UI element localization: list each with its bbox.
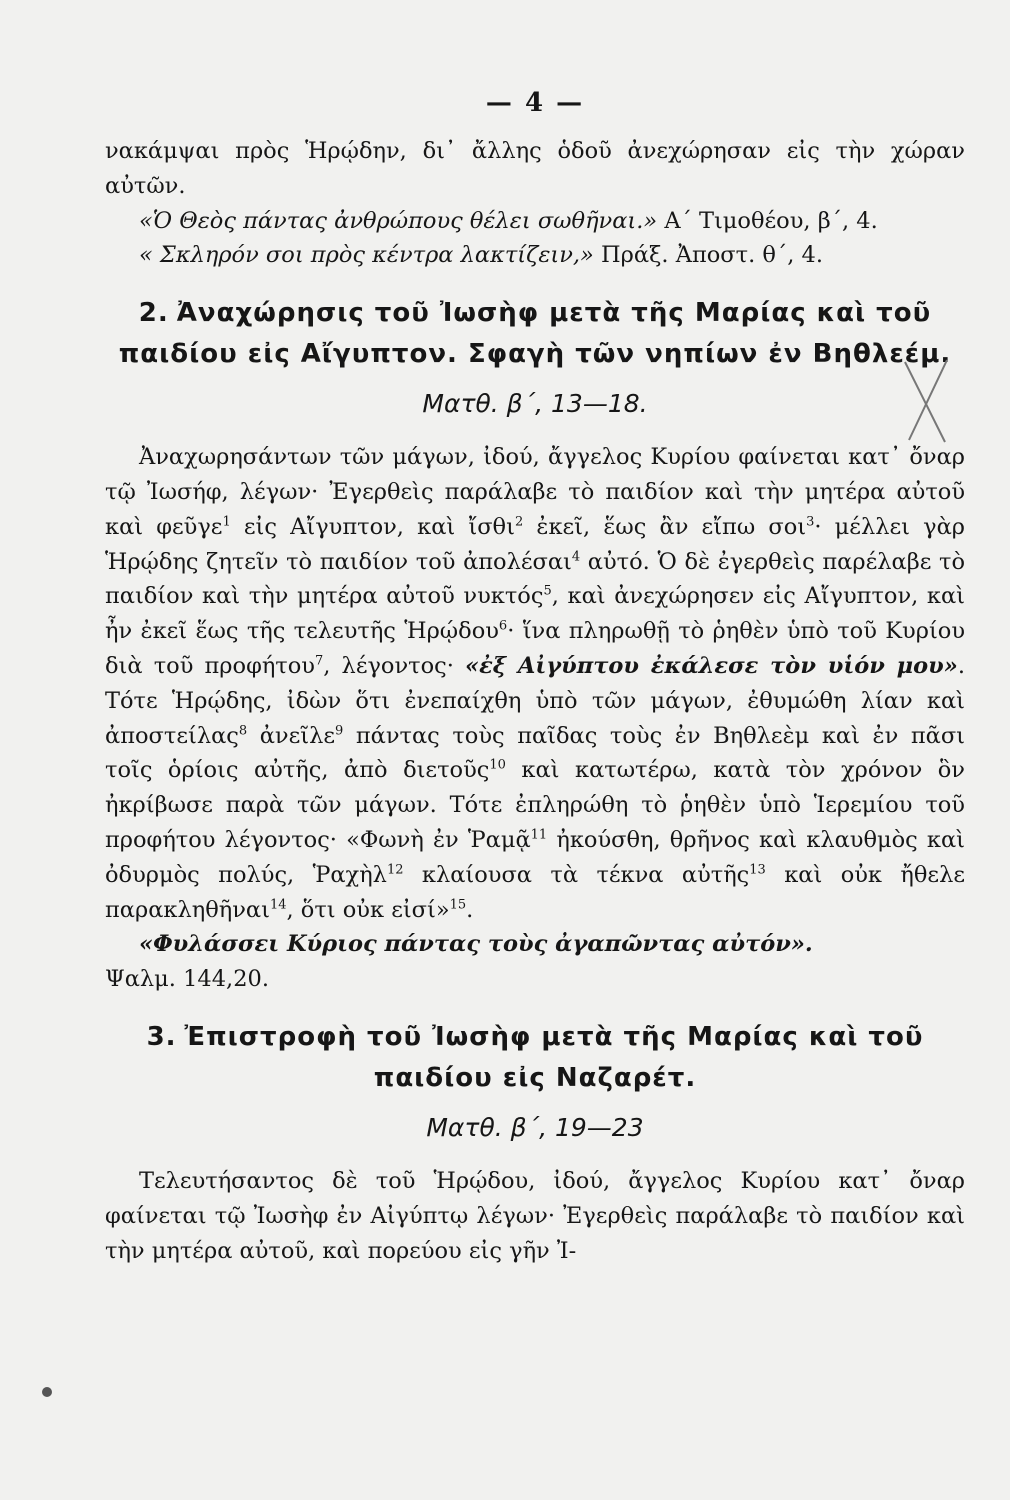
intro-quote-acts: [105, 238, 965, 273]
section-3-body: Τελευτήσαντος δὲ τοῦ Ἡρῴδου, ἰδού, ἄγγελος Κυρίου κατ᾽ ὄναρ φαίνεται τῷ Ἰωσὴφ ἐν Αἰγύπτῳ λέγων· Ἐγερθεὶς παράλαβε τὸ παιδίον καὶ τὴν μητέρα αὐτοῦ, καὶ πορεύου εἰς γῆν Ἰ-: [105, 1167, 965, 1264]
section-2-title: Ἀναχώρησις τοῦ Ἰωσὴφ μετὰ τῆς Μαρίας καὶ τοῦ παιδίου εἰς Αἴγυπτον. Σφαγὴ τῶν νηπίων ἐν Βηθλεέμ.: [118, 298, 952, 370]
margin-dot-mark: [42, 1387, 52, 1397]
section-2-number: 2.: [138, 298, 169, 329]
psalm-quote-line: [105, 927, 965, 962]
page-number: — 4 —: [485, 88, 585, 118]
psalm-reference: Ψαλμ. 144,20.: [105, 966, 269, 993]
psalm-quote: «Φυλάσσει Κύριος πάντας τοὺς ἀγαπῶντας αὐτόν».: [139, 931, 813, 958]
book-page: [105, 88, 965, 1268]
section-3-reference: Ματθ. β΄, 19—23: [426, 1112, 644, 1142]
quote-timothy-ref: Α΄ Τιμοθέου, β΄, 4.: [657, 207, 878, 234]
quote-timothy-text: «Ὁ Θεὸς πάντας ἀνθρώπους θέλει σωθῆναι.»: [139, 207, 658, 234]
section-3-title: Ἐπιστροφὴ τοῦ Ἰωσὴφ μετὰ τῆς Μαρίας καὶ τοῦ παιδίου εἰς Ναζαρέτ.: [184, 1021, 924, 1093]
quote-acts-text: « Σκληρόν σοι πρὸς κέντρα λακτίζειν,»: [139, 242, 594, 269]
section-2-body: Ἀναχωρησάντων τῶν μάγων, ἰδού, ἄγγελος Κυρίου φαίνεται κατ᾽ ὄναρ τῷ Ἰωσήφ, λέγων· Ἐγερθεὶς παράλαβε τὸ παιδίον καὶ τὴν μητέρα αὐτοῦ καὶ φεῦγε$^1$ εἰς Αἴγυπτον, καὶ ἴσθι$^2$ ἐκεῖ, ἕως ἂν εἴπω σοι$^3$· μέλλει γὰρ Ἡρῴδης ζητεῖν τὸ παιδίον τοῦ ἀπολέσαι$^4$ αὐτό. Ὁ δὲ ἐγερθεὶς παρέλαβε τὸ παιδίον καὶ τὴν μητέρα αὐτοῦ νυκτός$^5$, καὶ ἀνεχώρησεν εἰς Αἴγυπτον, καὶ ἦν ἐκεῖ ἕως τῆς τελευτῆς Ἡρῴδου$^6$· ἵνα πληρωθῇ τὸ ῥηθὲν ὑπὸ τοῦ Κυρίου διὰ τοῦ προφήτου$^7$, λέγοντος· «ἐξ Αἰγύπτου ἐκάλεσε τὸν υἱόν μου». Τότε Ἡρῴδης, ἰδὼν ὅτι ἐνεπαίχθη ὑπὸ τῶν μάγων, ἐθυμώθη λίαν καὶ ἀποστείλας$^8$ ἀνεῖλε$^9$ πάντας τοὺς παῖδας τοὺς ἐν Βηθλεὲμ καὶ ἐν πᾶσι τοῖς ὁρίοις αὐτῆς, ἀπὸ διετοῦς$^{10}$ καὶ κατωτέρω, κατὰ τὸν χρόνον ὃν ἠκρίβωσε παρὰ τῶν μάγων. Τότε ἐπληρώθη τὸ ῥηθὲν ὑπὸ Ἱερεμίου τοῦ προφήτου λέγοντος· «Φωνὴ ἐν Ῥαμᾷ$^{11}$ ἠκούσθη, θρῆνος καὶ κλαυθμὸς καὶ ὀδυρμὸς πολύς, Ῥαχὴλ$^{12}$ κλαίουσα τὰ τέκνα αὐτῆς$^{13}$ καὶ οὐκ ἤθελε παρακληθῆναι$^{14}$, ὅτι οὐκ εἰσί»$^{15}$.: [105, 444, 966, 923]
section-3-heading: [105, 1017, 965, 1099]
section-3-number: 3.: [146, 1021, 177, 1052]
quote-egypt: «ἐξ Αἰγύπτου ἐκάλεσε τὸν υἱόν μου»: [465, 652, 958, 679]
handwritten-x-mark: [895, 352, 955, 452]
section-2-reference: Ματθ. β΄, 13—18.: [422, 389, 648, 419]
intro-quote-timothy: [105, 204, 965, 239]
section-2-heading: [105, 293, 965, 375]
quote-acts-ref: Πράξ. Ἀποστ. θ΄, 4.: [593, 242, 823, 269]
intro-line: νακάμψαι πρὸς Ἡρῴδην, δι᾽ ἄλλης ὁδοῦ ἀνεχώρησαν εἰς τὴν χώραν αὐτῶν.: [105, 138, 965, 199]
